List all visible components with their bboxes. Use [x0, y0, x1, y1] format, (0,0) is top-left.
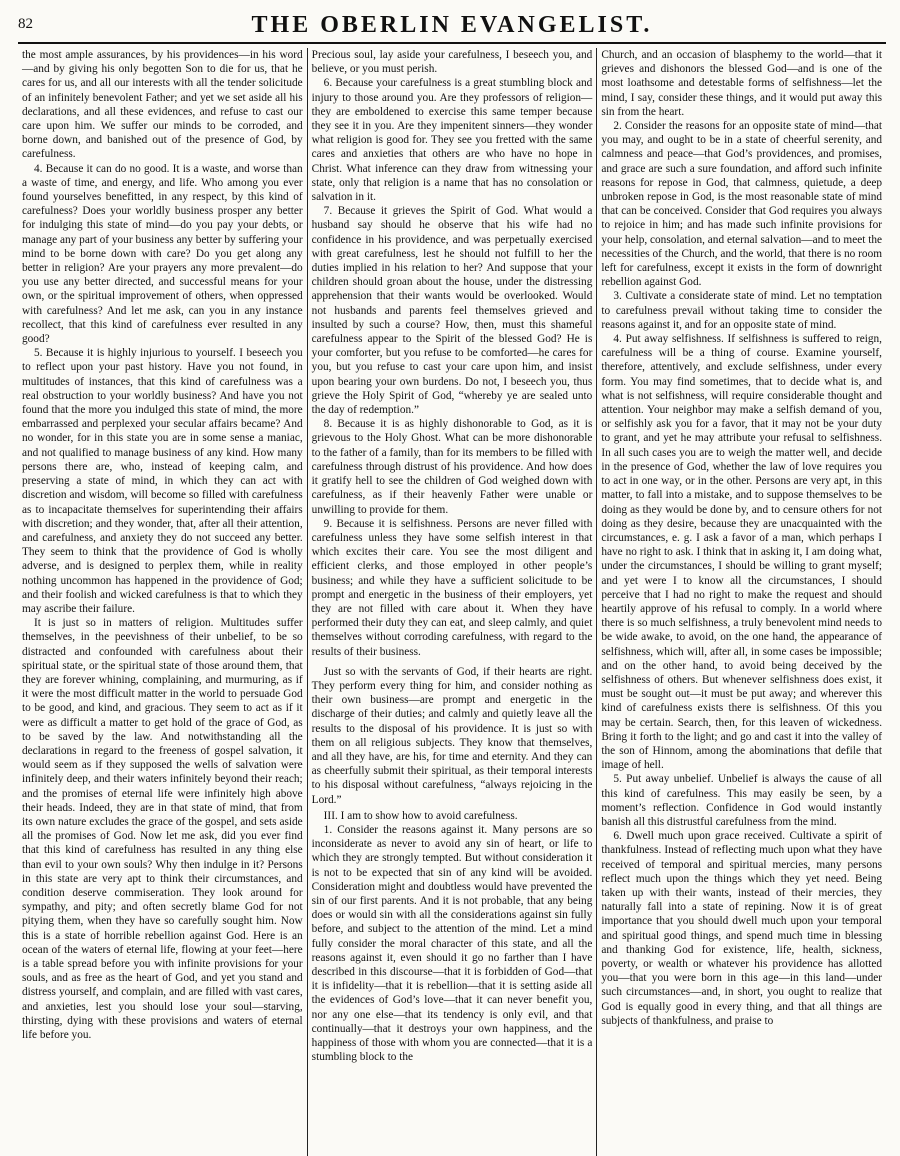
column-right: [596, 48, 886, 1156]
paragraph: Just so with the servants of God, if their hearts are right. They perform every thing for him, and consider nothing as their own business—are prompt and energetic in the discharge of their duties; and calmly and quietly leave all the results to the disposal of his providence. It is just so with them on all religious subjects. They know that themselves, and all they have, are his, for time and eternity. And they can as cheerfully submit their spiritual, as their temporal interests to his disposal without carefulness, “always rejoicing in the Lord.”: [311, 665, 593, 806]
journal-title: THE OBERLIN EVANGELIST.: [251, 12, 653, 38]
paragraph: 8. Because it is as highly dishonorable to God, as it is grievous to the Holy Ghost. What can be more dishonorable to the father of a family, than for its members to be filled with carefulness through distrust of his providence. And how does it gratify hell to see the children of God weighed down with carefulness, as if their heavenly Father were unable or unwilling to provide for them.: [311, 418, 593, 516]
paragraph: Precious soul, lay aside your carefulness, I beseech you, and believe, or you must perish.: [311, 49, 593, 76]
page-number: 82: [18, 16, 33, 32]
masthead: [18, 10, 886, 44]
paragraph: 5. Put away unbelief. Unbelief is always the cause of all this kind of carefulness. This may easily be seen, by a moment’s reflection. Confidence in God would instantly banish all this distrustful carefulness from the mind.: [601, 773, 883, 828]
paragraph: 7. Because it grieves the Spirit of God. What would a husband say should he observe that his wife had no confidence in his providence, and was perpetually exercised with great carefulness, lest he should not fulfill to her the duties implied in his relation to her? And suppose that your children should groan about the house, under the distressing apprehension that their wants would be overlooked. Would not husbands and parents feel themselves grieved and insulted by such a course? How, then, must this shameful carefulness appear to the Spirit of the blessed God? He is your comforter, but you refuse to be comforted—he cares for you, but you refuse to cast your care upon him, and insist upon bearing your own burdens. Do not, I beseech you, thus grieve the Holy Spirit of God, “whereby ye are sealed unto the day of redemption.”: [311, 205, 593, 417]
paragraph: 3. Cultivate a considerate state of mind. Let no temptation to carefulness prevail without taking time to consider the reasons against it, and for an opposite state of mind.: [601, 290, 883, 331]
paragraph: 6. Because your carefulness is a great stumbling block and injury to those around you. Are they professors of religion—they are emboldened to exercise this same temper because they see it in you. Are they impenitent sinners—they wonder what religion is good for. They see you fretted with the same cares and anxieties that others are who have no hope in Christ. What inference can they draw from witnessing your state, only that religion is a name that has no consolation or salvation in it.: [311, 77, 593, 204]
paragraph: 2. Consider the reasons for an opposite state of mind—that you may, and ought to be in a state of cheerful serenity, and calmness and peace—that God’s providences, and promises, and grace are such a sure foundation, and afford such infinite reasons for repose in God, that calmness, quietude, a deep unbroken repose in God, is the most reasonable state of mind that can be conceived. Consider that God requires you always to rejoice in him; and has made such infinite provisions for your help, consolation, and eternal salvation—and to meet the necessities of the Church, and the world, that there is no room left for carefulness, except it exists in the form of downright rebellion against God.: [601, 120, 883, 289]
paragraph: 6. Dwell much upon grace received. Cultivate a spirit of thankfulness. Instead of reflecting much upon what they have received of temporal and spiritual mercies, many persons reflect much upon the things which they yet need. Being taken up with their wants, instead of their mercies, they naturally fall into a state of repining. Now it is of great importance that you should dwell much upon your temporal and spiritual good things, and spend much time in blessing and thanking God for existence, life, health, sickness, poverty, or wealth or whatever his providence has allotted you—that you were born in this age—in this land—under such circumstances—and, in short, you ought to realize that God is equally good in every thing, and that all things are subjects of thankfulness, and praise to: [601, 830, 883, 1027]
paragraph: the most ample assurances, by his providences—in his word—and by giving his only begotten Son to die for us, that he cares for us, and all our interests with all the tender solicitude of an infinitely benevolent Father; and yet we set aside all his declarations, and all these evidences, and refuse to cast our care upon him. We suffer our minds to be corroded, and borne down, and banished out of the presence of God, by carefulness.: [22, 49, 303, 161]
section-heading: III. I am to show how to avoid carefulness.: [323, 809, 518, 822]
paragraph: 4. Put away selfishness. If selfishness is suffered to reign, carefulness will be a thing of course. Examine yourself, therefore, attentively, and exclude selfishness, under every form. You may find sometimes, that to decide what is, and what is not selfishness, will require considerable thought and attention. Your neighbor may make a selfish demand of you, or selfishly ask you for a favor, that it may not be your duty to grant, and yet he may attribute your refusal to selfishness. In all such cases you are to weigh the matter well, and decide in the presence of God, whether the law of love requires you to act in one way, or in the other. Persons are very apt, in this matter, to fall into a mistake, and to suppose themselves to be doing as they would be done by, and to censure others for not doing as they desire, because they are unacquainted with the circumstances, e. g. I ask a favor of a man, which perhaps I have no right to ask. I think that in asking it, I am doing what, under the circumstances, I should be willing to grant myself; and yet were I to know all the circumstances, I should perceive that I had no right to make the request and should heartily approve of his refusal to comply. In a world where there is so much selfishness, a truly benevolent mind needs to be wide awake, to avoid, on the one hand, the appearance of selfishness, which will, after all, in some cases be impossible; and on the other hand, to avoid being deceived by the selfishness of others. But whenever selfishness does exist, it must be sought out—it must be put away; and wherever this kind of carefulness exists there is selfishness. Of this you may be certain. Search, then, for this leaven of wickedness. Bring it forth to the light; and go and cast it into the valley of the son of Hinnom, among the abominations that defile that image of hell.: [601, 333, 883, 772]
paragraph: 5. Because it is highly injurious to yourself. I beseech you to reflect upon your past history. Have you not found, in multitudes of instances, that this kind of carefulness was a real obstruction to your worldly business? And have you not found that the more you indulged this state of mind, the more embarrassed and perplexed your secular affairs became? And no wonder, for in this state you are in some sense a maniac, and not qualified to manage business of any kind. How many persons there are, who, instead of keeping calm, and preserving a state of mind, in which they can act with discretion and wisdom, will become so filled with carefulness as to incapacitate themselves for superintending their affairs with discretion; and they wonder, that, after all their attention, and carefulness, and anxiety they do not succeed any better. They seem to think that the providence of God is wholly adverse, and is designed to perplex them, while in reality nothing uncommon has happened in the providence of God; and their foolish and wicked carefulness is that to which they may ascribe their failure.: [22, 347, 303, 615]
paragraph: 4. Because it can do no good. It is a waste, and worse than a waste of time, and energy, and life. Who among you ever found yourselves benefitted, in any respect, by this kind of carefulness? Does your worldly business prosper any better for indulging this state of mind—do you pay your debts, or manage any part of your business any better by suffering your mind to be borne down with care? Do you get along any better in religion? Are your prayers any more prevalent—do you use any better directed, and successful means for your own, or the spiritual improvement of others, when oppressed with carefulness? And let me ask, can you in any instance recollect, that this kind of carefulness ever resulted in any good?: [22, 162, 303, 346]
paragraph: 1. Consider the reasons against it. Many persons are so inconsiderate as never to avoid any sin of heart, or life to which they are strongly tempted. But without consideration it is not to be expected that sin of any kind will be avoided. Consideration might and doubtless would have prevented the sin of our first parents. And it is not probable, that any being does or would sin with all the considerations against sin fully before, and subject to the attention of the mind. Let a mind fully consider the moral character of this state, and all the reasons against it, even should it go no farther than I have described in this discourse—that it is forbidden of God—that it is infidelity—that it is rebellion—that it is setting aside all the evidences of God’s love—that it can never benefit you, nor any one else—that its tendency is only evil, and that continually—that it destroys your own happiness, and the happiness of those with whom you are connected—that it is a stumbling block to the: [311, 823, 593, 1064]
paragraph: It is just so in matters of religion. Multitudes suffer themselves, in the peevishness of their unbelief, to be so distracted and confounded with carefulness about their spiritual state, or the spiritual state of those around them, that they are forever whining, complaining, and murmuring, as if it were the most difficult matter in the world to persuade God to be good, and kind, and gracious. They seem to act as if it were as difficult a matter to get hold of the grace of God, as to be saved by the law. And notwithstanding all the declarations in regard to the freeness of gospel salvation, it would seem as if they supposed the wells of salvation were infinitely deep, and their waters infinitely beyond their reach; and the promises of eternal life were infinitely high above their heads. Indeed, they are in that state of mind, that from its own nature excludes the grace of the gospel, and sets aside all the promises of God. Now let me ask, did you ever find that this kind of carefulness has resulted in any thing else than evil to your own souls? Why then indulge in it? Persons in this state are very apt to think their circumstances, and condition deserve commiseration. They look around for sympathy, and pity; and often secretly blame God for not pitying them, when they have so carefully sought him. Now this is a state of horrible rebellion against God. Here is an ocean of the waters of eternal life, flowing at your feet—here is a table spread before you with infinite provisions for your souls, and as free as the heart of God, and yet you stand and distress yourself, and complain, and are filled with vast cares, and anxieties, lest you should lose your soul—starving, thirsting, dying with these provisions and waters of eternal life before you.: [22, 617, 303, 1042]
column-middle: [307, 48, 597, 1156]
paragraph: Church, and an occasion of blasphemy to the world—that it grieves and dishonors the blessed God—and is one of the most loathsome and detestable forms of selfishness—let the mind, I say, consider these things, and it would put away this sin from the heart.: [601, 49, 883, 118]
paragraph: 9. Because it is selfishness. Persons are never filled with carefulness unless they have some selfish interest in that which excites their care. You see the most diligent and efficient clerks, and those employed in other people’s business; and while they have a sufficient solicitude to be prompt and energetic in the business of their employers, yet they are not filled with care about it. When they have performed their duty they can eat, and sleep calmly, and quiet themselves without corroding carefulness, with regard to the results of their business.: [311, 517, 593, 658]
column-left: [18, 48, 307, 1156]
article-columns: [18, 48, 886, 1156]
